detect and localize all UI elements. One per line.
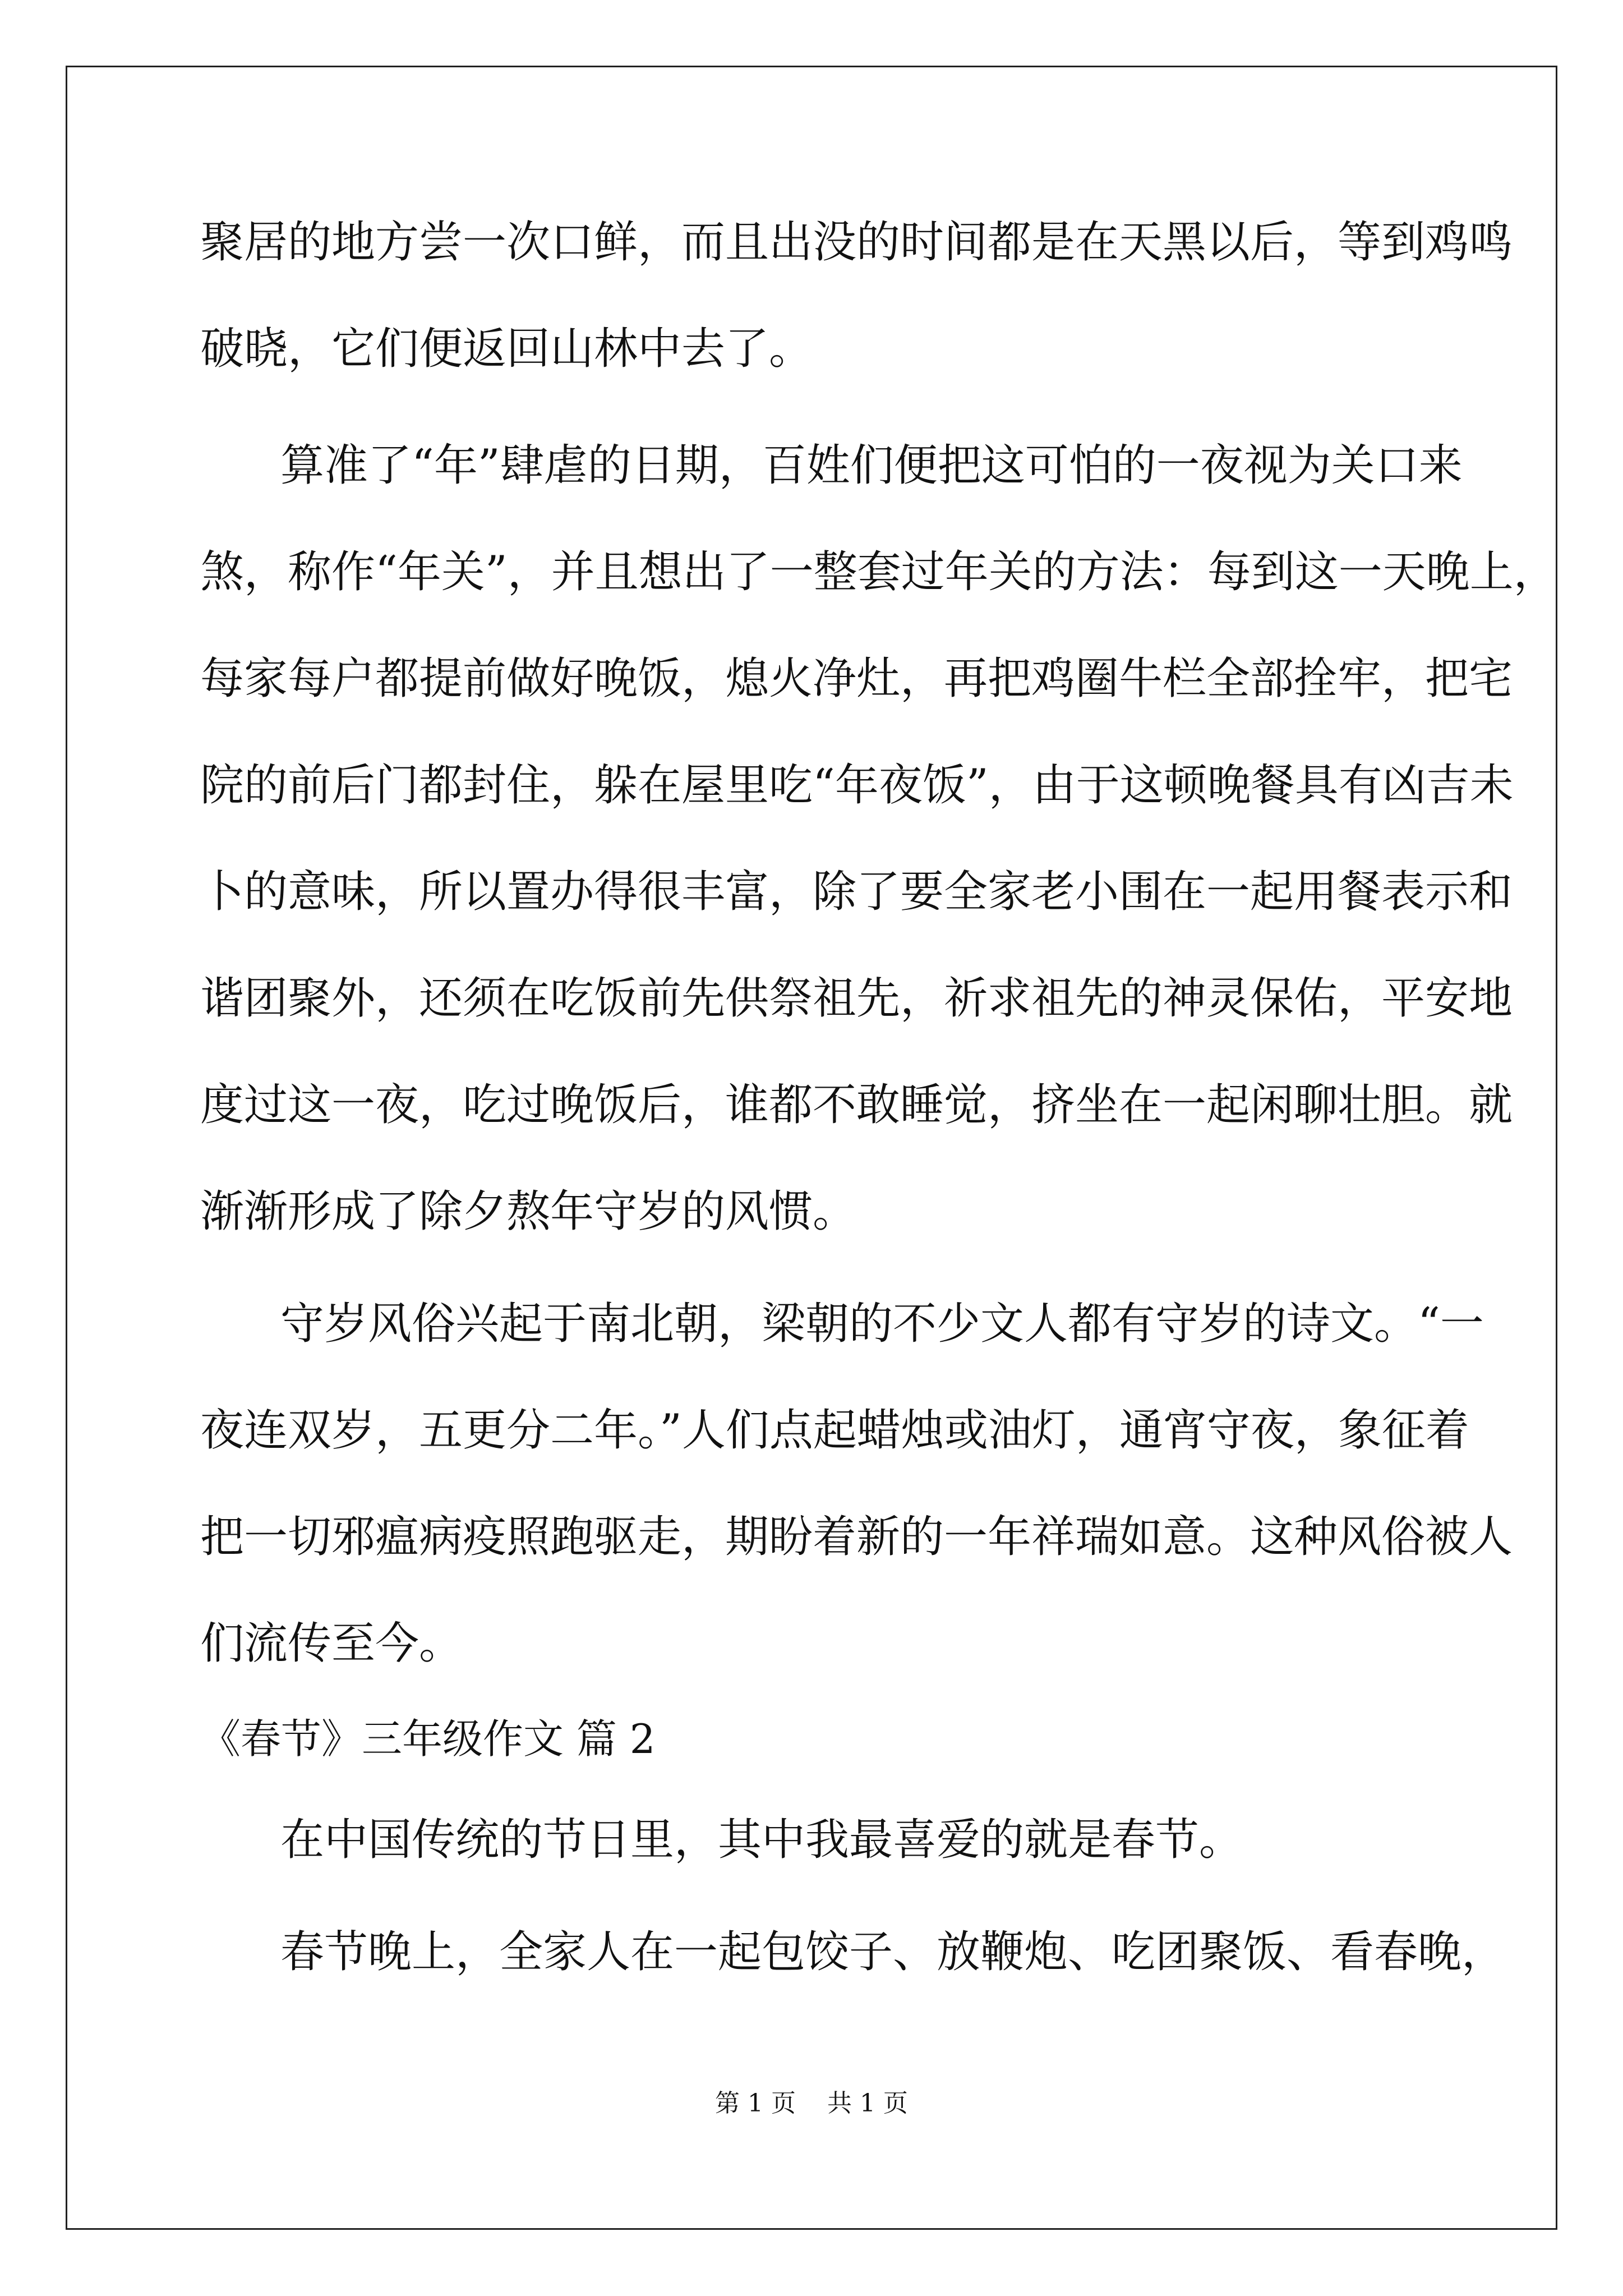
paragraph-line: 春节晚上，全家人在一起包饺子、放鞭炮、吃团聚饭、看春晚， [280, 1927, 1506, 1977]
paragraph-line: 渐渐形成了除夕熬年守岁的风惯。 [200, 1186, 857, 1237]
paragraph-line: 院的前后门都封住，躲在屋里吃“年夜饭”，由于这顿晚餐具有凶吉未 [200, 760, 1514, 811]
paragraph-line: 守岁风俗兴起于南北朝，梁朝的不少文人都有守岁的诗文。“一 [280, 1299, 1484, 1349]
page-border [66, 66, 1557, 2230]
page-footer: 第 1 页 共 1 页 [715, 2089, 908, 2118]
paragraph-line: 破晓，它们便返回山林中去了。 [200, 324, 813, 374]
paragraph-line: 算准了“年”肆虐的日期，百姓们便把这可怕的一夜视为关口来 [280, 440, 1463, 491]
paragraph-line: 在中国传统的节日里，其中我最喜爱的就是春节。 [280, 1815, 1243, 1865]
paragraph-line: 度过这一夜，吃过晚饭后，谁都不敢睡觉，挤坐在一起闲聊壮胆。就 [200, 1080, 1513, 1130]
paragraph-line: 煞，称作“年关”，并且想出了一整套过年关的方法：每到这一天晚上， [200, 547, 1557, 597]
paragraph-line: 每家每户都提前做好晚饭，熄火净灶，再把鸡圈牛栏全部拴牢，把宅 [200, 654, 1513, 704]
section-heading: 《春节》三年级作文 篇 2 [200, 1715, 656, 1763]
paragraph-line: 卜的意味，所以置办得很丰富，除了要全家老小围在一起用餐表示和 [200, 867, 1513, 917]
paragraph-line: 谐团聚外，还须在吃饭前先供祭祖先，祈求祖先的神灵保佑，平安地 [200, 973, 1513, 1024]
paragraph-line: 把一切邪瘟病疫照跑驱走，期盼着新的一年祥瑞如意。这种风俗被人 [200, 1512, 1513, 1562]
paragraph-line: 们流传至今。 [200, 1618, 463, 1669]
paragraph-line: 夜连双岁，五更分二年。”人们点起蜡烛或油灯，通宵守夜，象征着 [200, 1405, 1469, 1456]
paragraph-line: 聚居的地方尝一次口鲜，而且出没的时间都是在天黑以后，等到鸡鸣 [200, 217, 1513, 268]
